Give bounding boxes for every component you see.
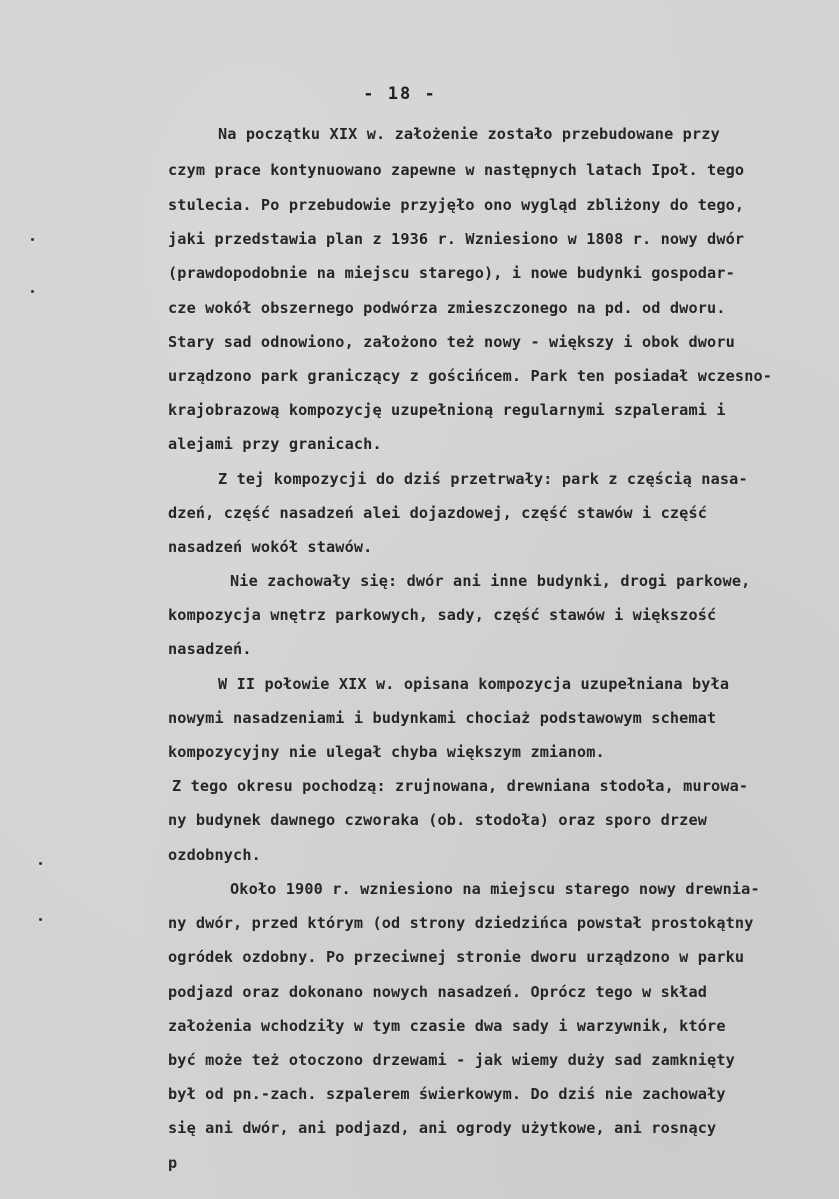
- text-line: urządzono park graniczący z gościńcem. Park ten posiadał wczesno-: [168, 367, 773, 385]
- text-line: W II połowie XIX w. opisana kompozycja uzupełniana była: [218, 675, 730, 693]
- text-line: ozdobnych.: [168, 846, 261, 864]
- page-number: - 18 -: [363, 84, 437, 104]
- margin-mark: [39, 862, 42, 865]
- margin-mark: [31, 290, 34, 293]
- text-line: (prawdopodobnie na miejscu starego), i nowe budynki gospodar-: [168, 264, 735, 282]
- text-line: stulecia. Po przebudowie przyjęło ono wygląd zbliżony do tego,: [168, 196, 745, 214]
- text-line: Nie zachowały się: dwór ani inne budynki, drogi parkowe,: [230, 572, 751, 590]
- text-line: był od pn.-zach. szpalerem świerkowym. Do dziś nie zachowały: [168, 1085, 726, 1103]
- text-line: się ani dwór, ani podjazd, ani ogrody użytkowe, ani rosnący: [168, 1119, 717, 1137]
- text-line: kompozycyjny nie ulegał chyba większym zmianom.: [168, 743, 605, 761]
- text-line: Z tej kompozycji do dziś przetrwały: park z częścią nasa-: [218, 470, 748, 488]
- text-line: nowymi nasadzeniami i budynkami chociaż podstawowym schemat: [168, 709, 717, 727]
- text-line: podjazd oraz dokonano nowych nasadzeń. Oprócz tego w skład: [168, 983, 708, 1001]
- text-line: ny budynek dawnego czworaka (ob. stodoła) oraz sporo drzew: [168, 811, 708, 829]
- text-line: ogródek ozdobny. Po przeciwnej stronie dworu urządzono w parku: [168, 948, 745, 966]
- text-line: Około 1900 r. wzniesiono na miejscu starego nowy drewnia-: [230, 880, 760, 898]
- text-line: czym prace kontynuowano zapewne w następnych latach Ipoł. tego: [168, 161, 745, 179]
- text-line: nasadzeń wokół stawów.: [168, 538, 373, 556]
- text-line: cze wokół obszernego podwórza zmieszczonego na pd. od dworu.: [168, 299, 726, 317]
- text-line: dzeń, część nasadzeń alei dojazdowej, część stawów i część: [168, 504, 708, 522]
- text-line: Z tego okresu pochodzą: zrujnowana, drewniana stodoła, murowa-: [172, 777, 749, 795]
- text-line: alejami przy granicach.: [168, 435, 382, 453]
- margin-mark: [31, 238, 34, 241]
- text-line: założenia wchodziły w tym czasie dwa sady i warzywnik, które: [168, 1017, 726, 1035]
- text-line: kompozycja wnętrz parkowych, sady, część stawów i większość: [168, 606, 717, 624]
- text-line: Na początku XIX w. założenie zostało przebudowane przy: [218, 125, 720, 143]
- margin-mark: [39, 918, 42, 921]
- text-line: jaki przedstawia plan z 1936 r. Wzniesiono w 1808 r. nowy dwór: [168, 230, 745, 248]
- text-line: być może też otoczono drzewami - jak wiemy duży sad zamknięty: [168, 1051, 735, 1069]
- text-line: p: [168, 1154, 178, 1172]
- text-line: krajobrazową kompozycję uzupełnioną regularnymi szpalerami i: [168, 401, 726, 419]
- text-line: ny dwór, przed którym (od strony dziedzińca powstał prostokątny: [168, 914, 754, 932]
- text-line: nasadzeń.: [168, 640, 252, 658]
- text-line: Stary sad odnowiono, założono też nowy - większy i obok dworu: [168, 333, 735, 351]
